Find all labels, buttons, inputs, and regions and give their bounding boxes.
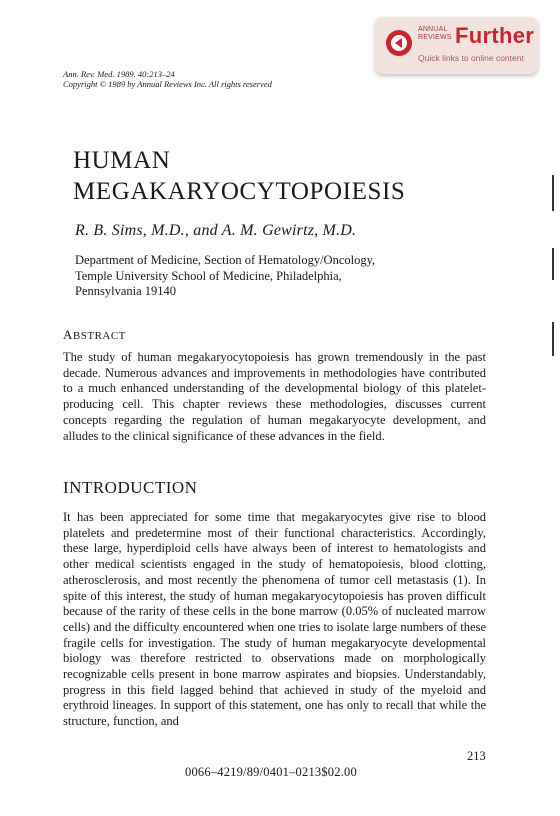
citation-line2: Copyright © 1989 by Annual Reviews Inc. All rights reserved xyxy=(63,79,272,89)
article-code: 0066–4219/89/0401–0213$02.00 xyxy=(185,765,357,779)
badge-brand-line2: REVIEWS xyxy=(418,34,452,41)
scan-margin-mark xyxy=(552,322,554,356)
scan-margin-mark xyxy=(552,175,554,211)
scan-margin-mark xyxy=(552,248,554,280)
abstract-heading-rest: BSTRACT xyxy=(72,330,126,342)
title-line2: MEGAKARYOCYTOPOIESIS xyxy=(73,178,406,205)
article-authors: R. B. Sims, M.D., and A. M. Gewirtz, M.D. xyxy=(75,222,357,239)
badge-further-word: Further xyxy=(455,23,535,48)
introduction-heading: INTRODUCTION xyxy=(63,478,198,497)
badge-brand xyxy=(418,26,452,42)
article-title xyxy=(73,145,405,207)
annual-reviews-logo-icon xyxy=(386,30,412,56)
affiliation-line1: Department of Medicine, Section of Hematology/Oncology, xyxy=(75,253,376,267)
abstract-heading-initial: A xyxy=(63,327,73,342)
abstract-heading xyxy=(63,327,126,343)
affiliation-line3: Pennsylvania 19140 xyxy=(75,284,177,298)
further-badge[interactable] xyxy=(375,17,538,74)
citation-line1: Ann. Rev. Med. 1989. 40:213–24 xyxy=(63,69,175,79)
journal-citation xyxy=(63,69,272,89)
author-affiliation xyxy=(75,253,475,300)
title-line1: HUMAN xyxy=(73,147,171,174)
page-number: 213 xyxy=(467,749,486,763)
affiliation-line2: Temple University School of Medicine, Philadelphia, xyxy=(75,268,342,283)
introduction-body: It has been appreciated for some time that megakaryocytes give rise to blood platelets and predetermine most of their functional characteristics. Accordingly, these large, hyperdiploid cells have always been of interest to hematologists and other medical scientists engaged in the study of hematopoiesis, blood clotting, atherosclerosis, and most recently the phenomena of tumor cell metastasis (1). In spite of this interest, the study of human megakaryocytopoiesis has proven difficult because of the rarity of these cells in the bone marrow (0.05% of nucleated marrow cells) and the difficulty encountered when one tries to isolate large numbers of these fragile cells for investigation. The study of human megakaryocyte developmental biology was therefore restricted to observations made on morphologically recognizable cells present in bone marrow aspirates and biopsies. Understandably, progress in this field lagged behind that achieved in study of the myeloid and erythroid lineages. In support of this statement, one has only to recall that while the structure, function, and xyxy=(63,510,486,729)
badge-subtitle-link[interactable]: Quick links to online content xyxy=(418,53,524,63)
abstract-body: The study of human megakaryocytopoiesis has grown tremendously in the past decade. Numerous advances and improvements in methodologies have contributed to a much enhanced understanding of the developmental biology of this platelet-producing cell. This chapter reviews these methodologies, discusses current concepts regarding the regulation of human megakaryocyte development, and alludes to the clinical significance of these advances in the field. xyxy=(63,350,486,443)
badge-brand-line1: ANNUAL xyxy=(418,26,448,33)
